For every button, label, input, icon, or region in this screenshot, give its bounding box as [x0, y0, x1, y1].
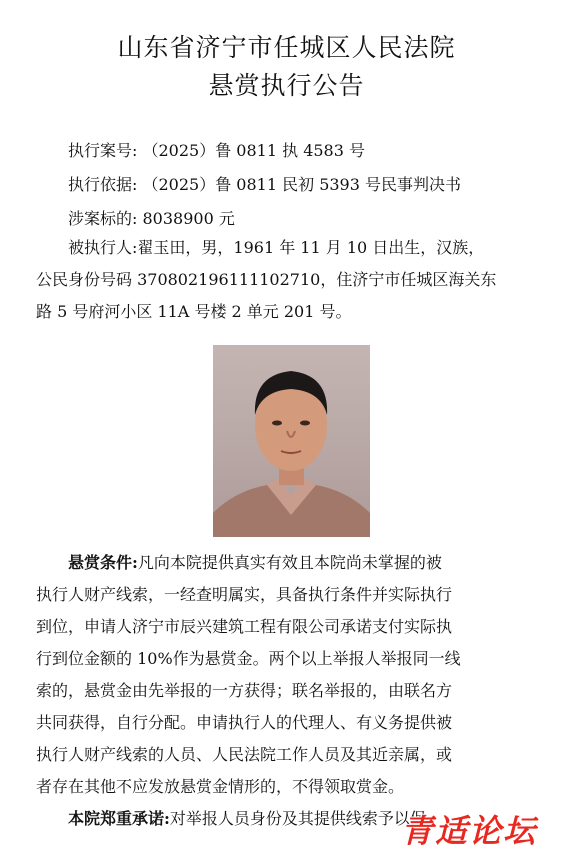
execution-basis-label: 执行依据: — [68, 175, 138, 194]
reward-line-1-text: 凡向本院提供真实有效且本院尚未掌握的被 — [137, 553, 442, 572]
case-number-label: 执行案号: — [68, 141, 138, 160]
reward-line: 行到位金额的 10%作为悬赏金。两个以上举报人举报同一线 — [36, 649, 461, 668]
reward-line: 索的，悬赏金由先举报的一方获得；联名举报的，由联名方 — [36, 681, 453, 700]
person-line-2: 公民身份号码 370802196111102710，住济宁市任城区海关东 — [36, 270, 497, 289]
reward-line: 共同获得，自行分配。申请执行人的代理人、有义务提供被 — [36, 713, 453, 732]
reward-line: 到位，申请人济宁市辰兴建筑工程有限公司承诺支付实际执 — [36, 617, 453, 636]
promise-text: 对举报人员身份及其提供线索予以保 — [169, 809, 426, 828]
person-line-1 — [36, 232, 546, 264]
reward-line: 执行人财产线索的人员、人民法院工作人员及其近亲属，或 — [36, 745, 453, 764]
reward-paragraph — [36, 547, 546, 803]
execution-basis-row — [68, 172, 461, 195]
court-title: 山东省济宁市任城区人民法院 — [117, 33, 456, 62]
case-number-value: （2025）鲁 0811 执 4583 号 — [142, 141, 366, 160]
notice-title: 悬赏执行公告 — [208, 71, 365, 100]
person-photo — [213, 345, 370, 537]
person-label: 被执行人: — [68, 238, 138, 257]
execution-basis-value: （2025）鲁 0811 民初 5393 号民事判决书 — [142, 175, 462, 194]
person-paragraph — [36, 232, 546, 328]
amount-row — [68, 206, 235, 229]
amount-value: 8038900 元 — [142, 209, 235, 228]
case-number-row — [68, 138, 365, 161]
reward-label: 悬赏条件: — [68, 553, 138, 572]
forum-watermark-text: 青适论坛 — [400, 812, 537, 850]
promise-label: 本院郑重承诺: — [68, 809, 170, 828]
person-line-1-text: 翟玉田，男，1961 年 11 月 10 日出生，汉族， — [137, 238, 485, 257]
amount-label: 涉案标的: — [68, 209, 138, 228]
reward-line: 者存在其他不应发放悬赏金情形的，不得领取赏金。 — [36, 777, 405, 796]
reward-line-1 — [36, 547, 546, 579]
reward-line: 执行人财产线索，一经查明属实，具备执行条件并实际执行 — [36, 585, 453, 604]
person-photo-image — [213, 345, 370, 537]
person-line-3: 路 5 号府河小区 11A 号楼 2 单元 201 号。 — [36, 302, 352, 321]
forum-watermark — [370, 806, 568, 852]
